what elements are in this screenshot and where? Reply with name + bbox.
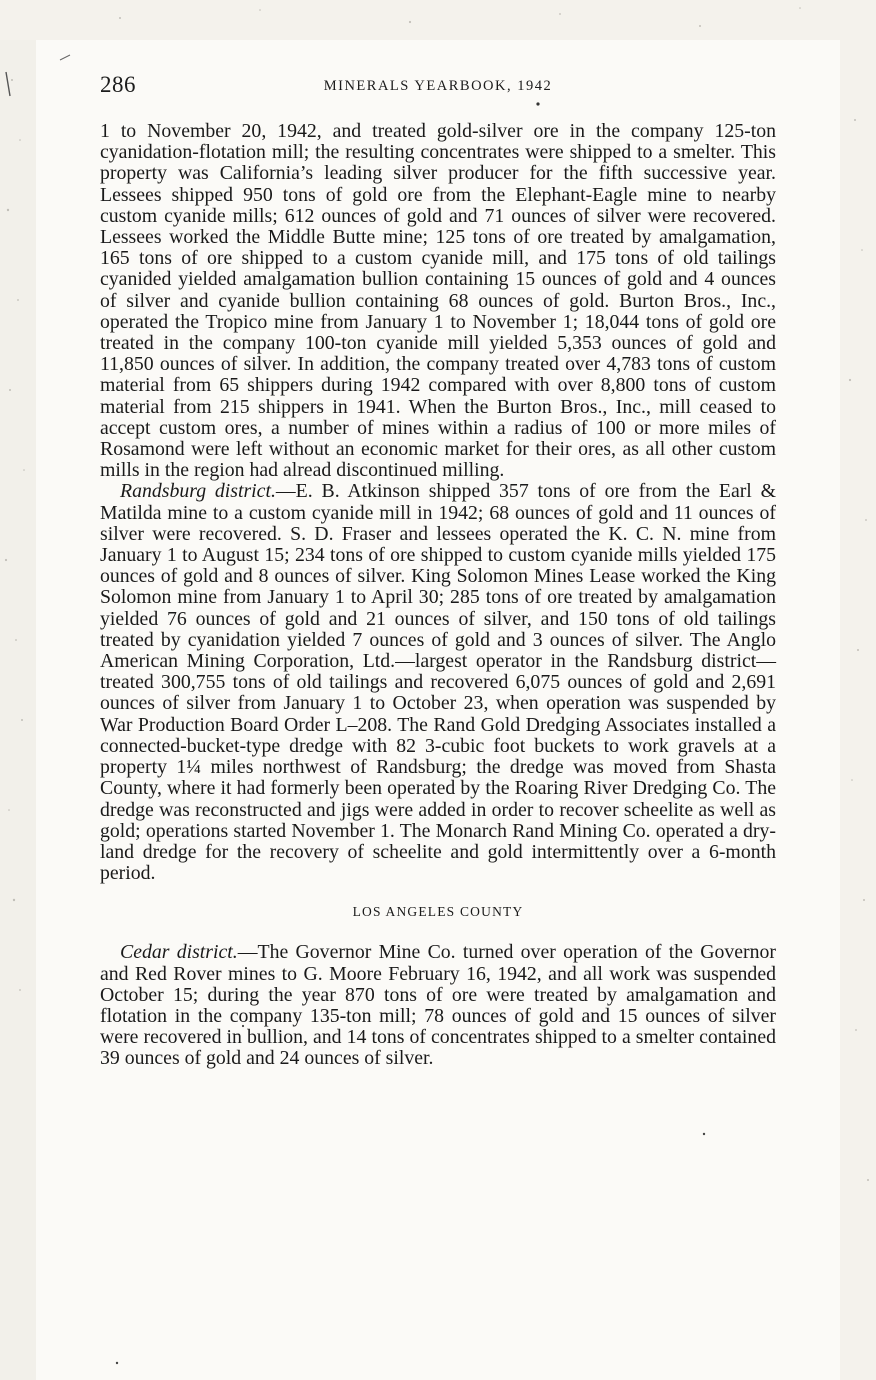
paragraph-text: —E. B. Atkinson shipped 357 tons of ore from the Earl & Matilda mine to a custom cyanide mill in 1942; 68 ounces of gold and 11 ounces of silver were recovered. S. D. Fraser and lessees operated the K. C. N. mine from January 1 to August 15; 234 tons of ore shipped to custom cyanide mills yielded 175 ounces of gold and 8 ounces of silver. King Solomon Mines Lease worked the King Solomon mine from January 1 to April 30; 285 tons of ore treated by amalgamation yielded 76 ounces of gold and 21 ounces of silver, and 150 tons of old tailings treated by cyanidation yielded 7 ounces of gold and 3 ounces of silver. The Anglo American Mining Corporation, Ltd.—largest operator in the Randsburg district—treated 300,755 tons of old tailings and recovered 6,075 ounces of gold and 2,691 ounces of silver from January 1 to October 23, when operation was suspended by War Production Board Order L–208. The Rand Gold Dredging Associates installed a connected-bucket-type dredge with 82 3-cubic foot buckets to work gravels at a property 1¼ miles northwest of Randsburg; the dredge was moved from Shasta County, where it had formerly been operated by the Roaring River Dredging Co. The dredge was reconstructed and jigs were added in order to recover scheelite as well as gold; operations started November 1. The Monarch Rand Mining Co. operated a dry-land dredge for the recovery of scheelite and gold intermittently over a 6-month period. [100, 480, 776, 885]
paragraph [100, 942, 776, 1069]
district-name: Cedar district. [120, 941, 238, 964]
page-number: 286 [100, 72, 136, 97]
paragraph-text: —The Governor Mine Co. turned over operation of the Governor and Red Rover mines to G. Moore February 16, 1942, and all work was suspended October 15; during the year 870 tons of ore were treated by amalgamation and flotation in the company 135-ton mill; 78 ounces of gold and 15 ounces of silver were recovered in bullion, and 14 tons of concentrates shipped to a smelter contained 39 ounces of gold and 24 ounces of silver. [100, 941, 776, 1070]
paragraph-text: 1 to November 20, 1942, and treated gold-silver ore in the company 125-ton cyanidation-flotation mill; the resulting concentrates were shipped to a smelter. This property was California’s leading silver producer for the fifth successive year. Lessees shipped 950 tons of gold ore from the Elephant-Eagle mine to nearby custom cyanide mills; 612 ounces of gold and 71 ounces of silver were recovered. Lessees worked the Middle Butte mine; 125 tons of ore treated by amalgamation, 165 tons of ore shipped to a custom cyanide mill, and 175 tons of old tailings cyanided yielded amalgamation bullion containing 15 ounces of gold and 4 ounces of silver and cyanide bullion containing 68 ounces of gold. Burton Bros., Inc., operated the Tropico mine from January 1 to November 1; 18,044 tons of gold ore treated in the company 100-ton cyanide mill yielded 5,353 ounces of gold and 11,850 ounces of silver. In addition, the company treated over 4,783 tons of custom material from 65 shippers during 1942 compared with over 8,800 tons of custom material from 215 shippers in 1941. When the Burton Bros., Inc., mill ceased to accept custom ores, a number of mines within a radius of 100 or more miles of Rosamond were left without an economic market for their ores, as all other custom mills in the region had alread discontinued milling. [100, 120, 776, 482]
district-name: Randsburg district. [120, 480, 276, 503]
section-heading: LOS ANGELES COUNTY [352, 904, 524, 920]
paragraph [100, 481, 776, 884]
running-title: MINERALS YEARBOOK, 1942 [323, 78, 553, 94]
body-text [100, 121, 776, 1070]
running-head [100, 70, 776, 100]
paragraph [100, 121, 776, 481]
